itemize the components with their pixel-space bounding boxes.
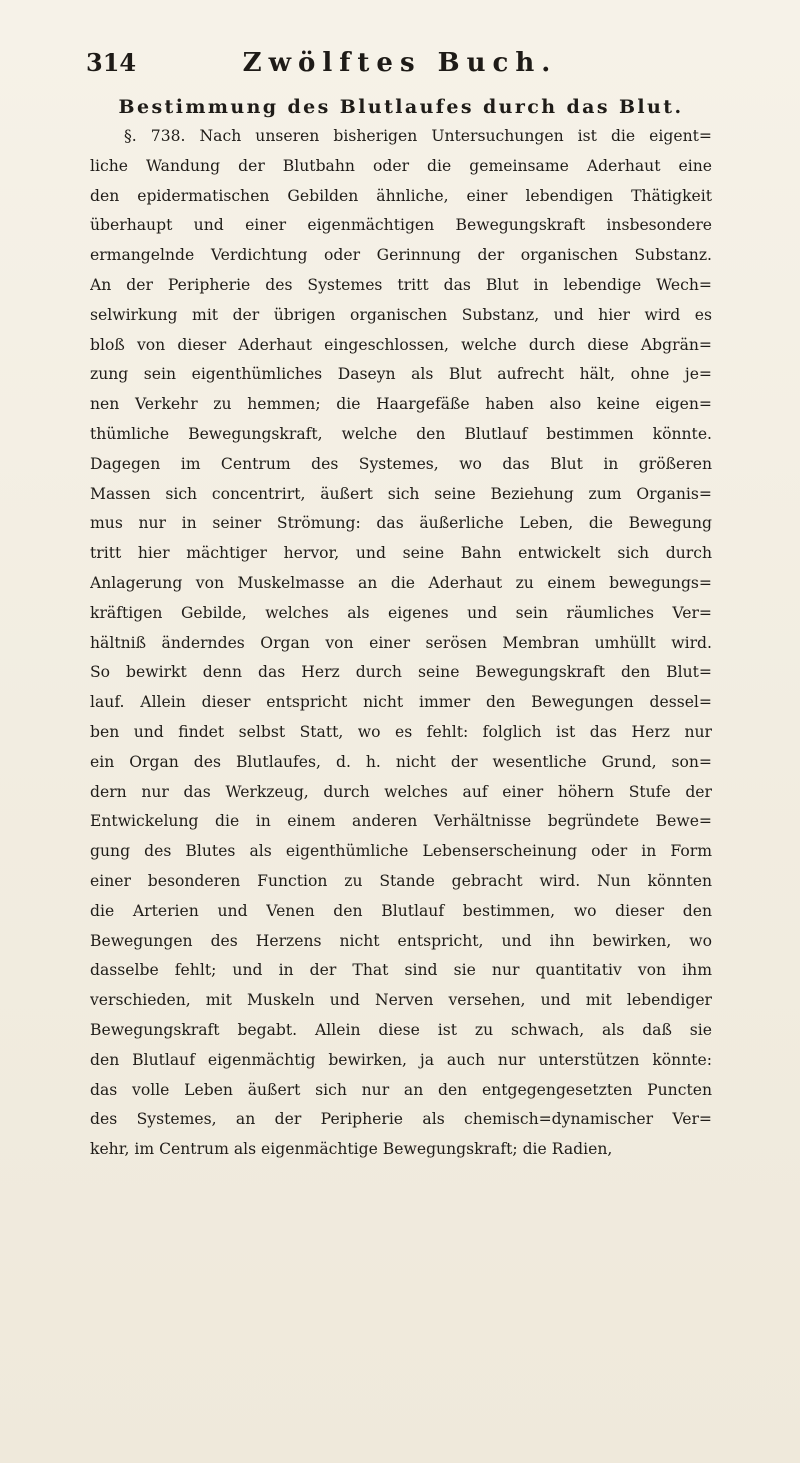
text-line: mus nur in seiner Strömung: das äußerliche Leben, die Bewegung	[90, 514, 712, 533]
text-line: Bewegungen des Herzens nicht entspricht, und ihn bewirken, wo	[90, 931, 712, 950]
text-line: verschieden, mit Muskeln und Nerven versehen, und mit lebendiger	[90, 991, 712, 1010]
text-line: Dagegen im Centrum des Systemes, wo das Blut in größeren	[90, 454, 712, 473]
text-line: Bewegungskraft begabt. Allein diese ist zu schwach, als daß sie	[90, 1020, 712, 1039]
text-line: den epidermatischen Gebilden ähnliche, einer lebendigen Thätigkeit	[90, 186, 712, 205]
text-line: die Arterien und Venen den Blutlauf bestimmen, wo dieser den	[90, 901, 712, 920]
text-line: ein Organ des Blutlaufes, d. h. nicht der wesentliche Grund, son=	[90, 752, 712, 771]
text-line: überhaupt und einer eigenmächtigen Bewegungskraft insbesondere	[90, 216, 712, 235]
page-body	[90, 92, 712, 1165]
text-line: dasselbe fehlt; und in der That sind sie nur quantitativ von ihm	[90, 961, 712, 980]
section-body	[90, 122, 712, 1165]
text-line: dern nur das Werkzeug, durch welches auf einer höhern Stufe der	[90, 782, 712, 801]
text-line: einer besonderen Function zu Stande gebracht wird. Nun könnten	[90, 871, 712, 890]
text-line: bloß von dieser Aderhaut eingeschlossen, welche durch diese Abgrän=	[90, 335, 712, 354]
running-head: Zwölftes Buch.	[242, 48, 558, 78]
text-line: des Systemes, an der Peripherie als chemisch=dynamischer Ver=	[90, 1110, 712, 1129]
text-line: hältniß änderndes Organ von einer serösen Membran umhüllt wird.	[90, 633, 712, 652]
text-line: den Blutlauf eigenmächtig bewirken, ja auch nur unterstützen könnte:	[90, 1050, 712, 1069]
text-line: Massen sich concentrirt, äußert sich seine Beziehung zum Organis=	[90, 484, 712, 503]
text-line: ben und findet selbst Statt, wo es fehlt: folglich ist das Herz nur	[90, 722, 712, 741]
text-line: das volle Leben äußert sich nur an den entgegengesetzten Puncten	[90, 1080, 712, 1099]
text-line: gung des Blutes als eigenthümliche Lebenserscheinung oder in Form	[90, 842, 712, 861]
text-line: zung sein eigenthümliches Daseyn als Blut aufrecht hält, ohne je=	[90, 365, 712, 384]
text-line: So bewirkt denn das Herz durch seine Bewegungskraft den Blut=	[90, 663, 712, 682]
text-line: kehr, im Centrum als eigenmächtige Bewegungskraft; die Radien,	[90, 1140, 613, 1159]
text-line: ermangelnde Verdichtung oder Gerinnung der organischen Substanz.	[90, 246, 712, 265]
text-line: lauf. Allein dieser entspricht nicht immer den Bewegungen dessel=	[90, 693, 712, 712]
text-line: selwirkung mit der übrigen organischen Substanz, und hier wird es	[90, 305, 712, 324]
text-line: nen Verkehr zu hemmen; die Haargefäße haben also keine eigen=	[90, 395, 712, 414]
page-number: 314	[86, 48, 137, 77]
page-header	[86, 48, 714, 88]
text-line: §. 738. Nach unseren bisherigen Untersuchungen ist die eigent=	[124, 127, 712, 145]
text-line: tritt hier mächtiger hervor, und seine Bahn entwickelt sich durch	[90, 544, 712, 563]
text-line: thümliche Bewegungskraft, welche den Blutlauf bestimmen könnte.	[90, 424, 712, 443]
text-line: kräftigen Gebilde, welches als eigenes und sein räumliches Ver=	[90, 603, 712, 622]
text-line: Anlagerung von Muskelmasse an die Aderhaut zu einem bewegungs=	[90, 573, 712, 592]
text-line: An der Peripherie des Systemes tritt das Blut in lebendige Wech=	[90, 275, 712, 294]
text-line: Entwickelung die in einem anderen Verhältnisse begründete Bewe=	[90, 812, 712, 831]
text-line: liche Wandung der Blutbahn oder die gemeinsame Aderhaut eine	[90, 156, 712, 175]
section-title: Bestimmung des Blutlaufes durch das Blut.	[118, 96, 684, 118]
